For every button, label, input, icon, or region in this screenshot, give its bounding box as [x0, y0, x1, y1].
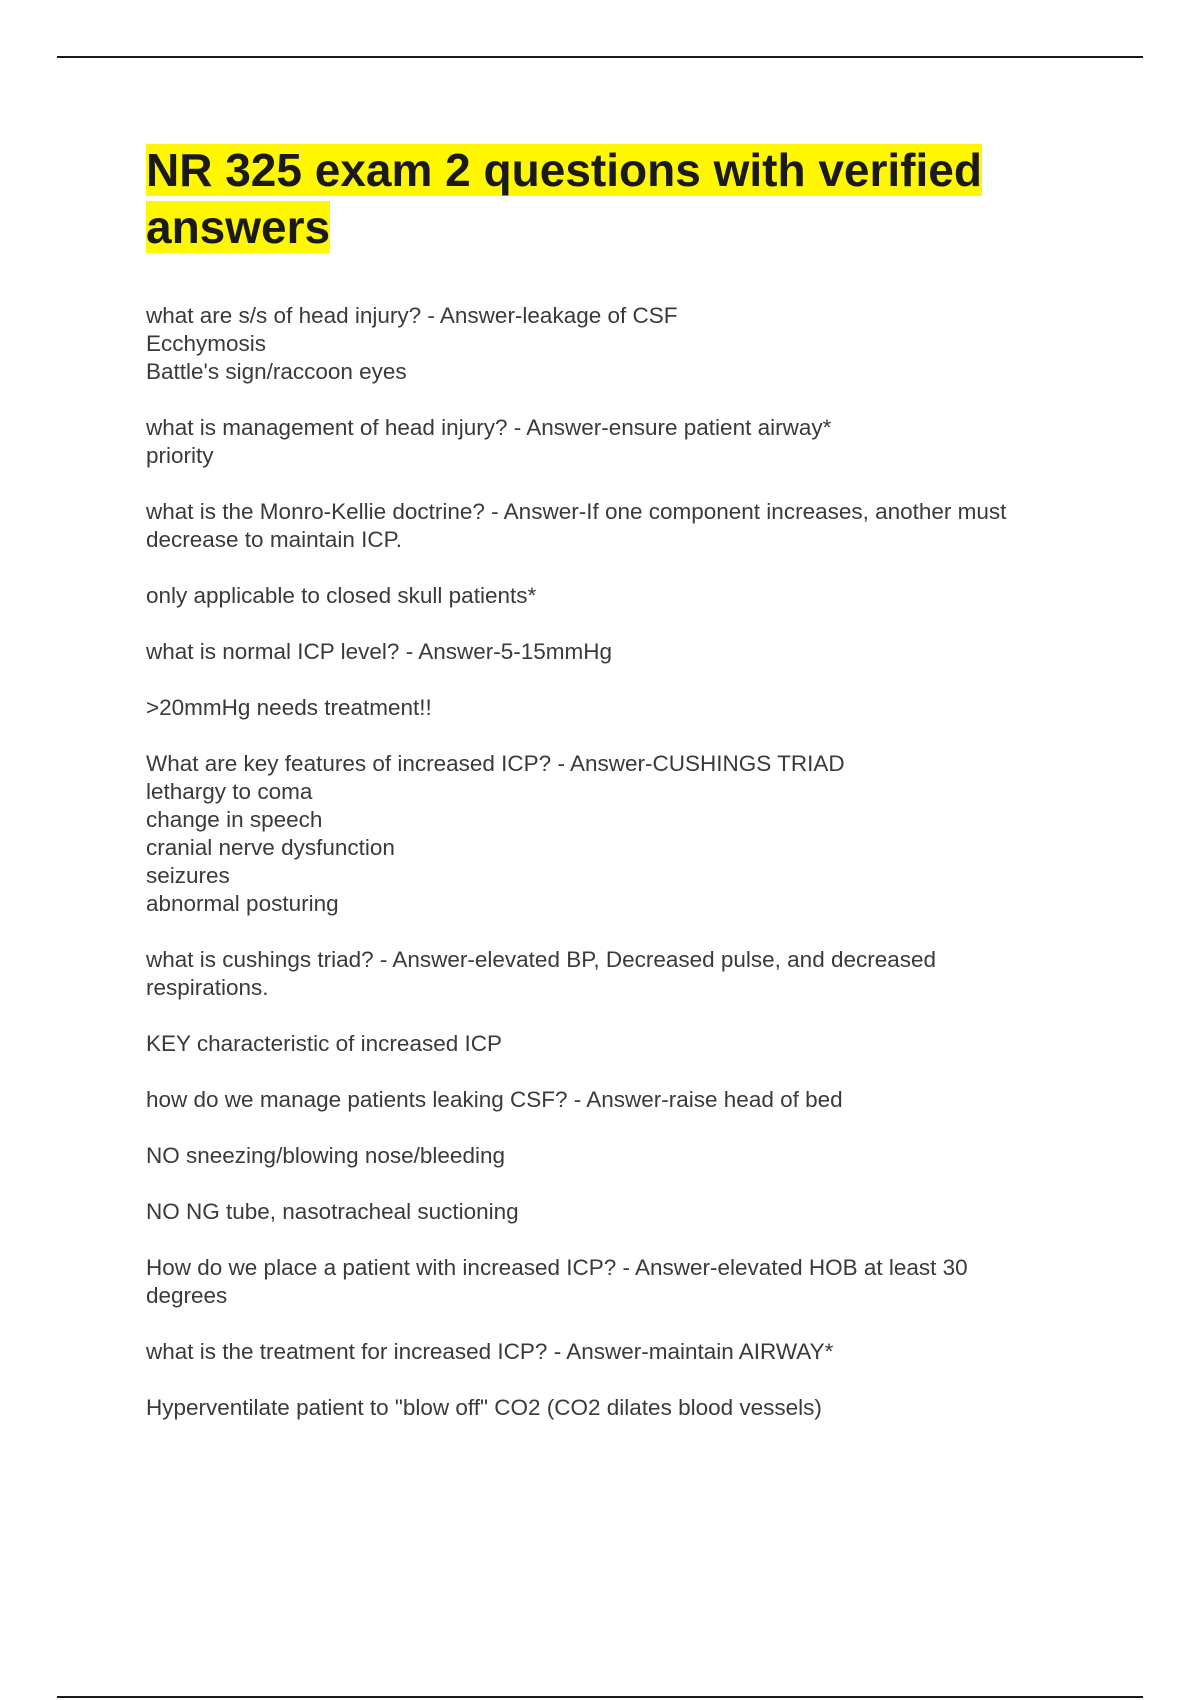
text-line: decrease to maintain ICP. — [146, 527, 402, 552]
qa-paragraph — [146, 414, 1086, 470]
text-line: what is cushings triad? - Answer-elevated BP, Decreased pulse, and decreased — [146, 947, 937, 972]
text-line: what is the Monro-Kellie doctrine? - Answer-If one component increases, another must — [146, 499, 1007, 524]
qa-paragraph — [146, 638, 1086, 666]
text-line: What are key features of increased ICP? - Answer-CUSHINGS TRIAD — [146, 751, 845, 776]
document-title — [146, 142, 1086, 256]
qa-paragraph — [146, 1030, 1086, 1058]
text-line: NO NG tube, nasotracheal suctioning — [146, 1199, 519, 1224]
qa-paragraph — [146, 1254, 1086, 1310]
text-line: NO sneezing/blowing nose/bleeding — [146, 1143, 505, 1168]
text-line: respirations. — [146, 975, 269, 1000]
qa-paragraph — [146, 1198, 1086, 1226]
text-line: cranial nerve dysfunction — [146, 835, 395, 860]
text-line: seizures — [146, 863, 230, 888]
text-line: lethargy to coma — [146, 779, 313, 804]
text-line: only applicable to closed skull patients* — [146, 583, 537, 608]
qa-paragraph — [146, 302, 1086, 386]
top-rule — [57, 56, 1143, 58]
document-body — [146, 142, 1086, 1450]
text-line: what is management of head injury? - Answer-ensure patient airway* — [146, 415, 832, 440]
text-line: change in speech — [146, 807, 323, 832]
qa-paragraph — [146, 1086, 1086, 1114]
text-line: priority — [146, 443, 214, 468]
text-line: how do we manage patients leaking CSF? - Answer-raise head of bed — [146, 1087, 843, 1112]
text-line: degrees — [146, 1283, 228, 1308]
qa-paragraph — [146, 1142, 1086, 1170]
qa-paragraph — [146, 694, 1086, 722]
text-line: what is the treatment for increased ICP? - Answer-maintain AIRWAY* — [146, 1339, 834, 1364]
qa-list — [146, 302, 1086, 1422]
bottom-rule — [57, 1696, 1143, 1698]
text-line: Ecchymosis — [146, 331, 267, 356]
text-line: what is normal ICP level? - Answer-5-15mmHg — [146, 639, 612, 664]
qa-paragraph — [146, 750, 1086, 918]
qa-paragraph — [146, 946, 1086, 1002]
text-line: Hyperventilate patient to "blow off" CO2 (CO2 dilates blood vessels) — [146, 1395, 822, 1420]
qa-paragraph — [146, 498, 1086, 554]
text-line: what are s/s of head injury? - Answer-leakage of CSF — [146, 303, 678, 328]
text-line: KEY characteristic of increased ICP — [146, 1031, 502, 1056]
text-line: Battle's sign/raccoon eyes — [146, 359, 407, 384]
qa-paragraph — [146, 1338, 1086, 1366]
text-line: abnormal posturing — [146, 891, 339, 916]
title-highlight: NR 325 exam 2 questions with verified answers — [146, 144, 982, 253]
text-line: >20mmHg needs treatment!! — [146, 695, 432, 720]
text-line: How do we place a patient with increased ICP? - Answer-elevated HOB at least 30 — [146, 1255, 968, 1280]
qa-paragraph — [146, 1394, 1086, 1422]
qa-paragraph — [146, 582, 1086, 610]
